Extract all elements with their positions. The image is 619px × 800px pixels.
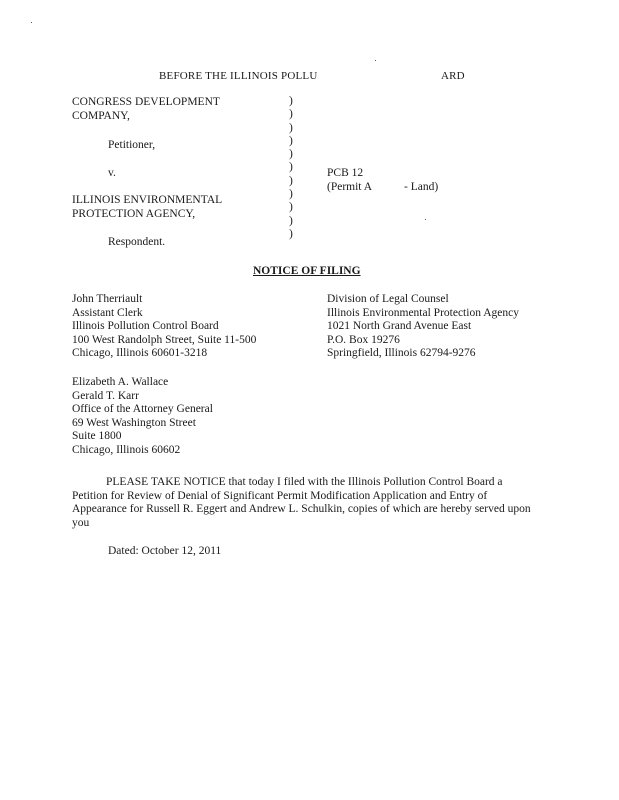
paren: ) <box>289 214 293 227</box>
petitioner-role: Petitioner, <box>108 139 156 151</box>
recipient-line: Illinois Pollution Control Board <box>72 320 219 332</box>
recipient-line: Illinois Environmental Protection Agency <box>327 306 519 319</box>
respondent-role: Respondent. <box>108 236 166 248</box>
petitioner-name-line-1: CONGRESS DEVELOPMENT <box>72 96 220 108</box>
respondent-name-line-1: ILLINOIS ENVIRONMENTAL <box>72 194 223 206</box>
scan-speck <box>425 219 426 220</box>
recipient-attorney-general-block <box>72 376 213 457</box>
recipient-line: Gerald T. Karr <box>72 389 139 402</box>
case-number: PCB 12 <box>327 167 364 179</box>
recipient-line: Elizabeth A. Wallace <box>72 376 169 388</box>
paren: ) <box>289 108 293 121</box>
paren: ) <box>289 188 293 201</box>
recipient-line: Assistant Clerk <box>72 306 143 319</box>
recipient-line: Springfield, Illinois 62794-9276 <box>327 347 476 359</box>
paren: ) <box>289 174 293 187</box>
paren: ) <box>289 201 293 214</box>
scan-speck <box>375 60 376 61</box>
recipient-line: 100 West Randolph Street, Suite 11-500 <box>72 333 257 346</box>
board-heading-right: ARD <box>441 70 465 82</box>
recipient-clerk-block <box>72 293 256 361</box>
paren: ) <box>289 148 293 161</box>
notice-body-paragraph <box>72 476 540 530</box>
versus: v. <box>108 167 116 179</box>
recipient-line: 1021 North Grand Avenue East <box>327 320 472 332</box>
petitioner-name-line-2: COMPANY, <box>72 110 130 122</box>
recipient-line: Chicago, Illinois 60601-3218 <box>72 347 208 359</box>
recipient-line: John Therriault <box>72 293 143 305</box>
paren: ) <box>289 134 293 147</box>
recipient-line: Suite 1800 <box>72 430 122 442</box>
recipient-line: P.O. Box 19276 <box>327 333 400 346</box>
paren: ) <box>289 161 293 174</box>
recipient-line: Chicago, Illinois 60602 <box>72 443 181 456</box>
recipient-epa-block <box>327 293 519 361</box>
paren: ) <box>289 95 293 107</box>
recipient-line: Office of the Attorney General <box>72 403 213 415</box>
dated-line: Dated: October 12, 2011 <box>108 545 222 557</box>
notice-title: NOTICE OF FILING <box>253 265 361 277</box>
caption-parenthesis-column <box>289 95 293 241</box>
permit-right: - Land) <box>404 181 439 193</box>
recipient-line: Division of Legal Counsel <box>327 293 449 305</box>
permit-left: (Permit A <box>327 181 373 193</box>
respondent-name-line-2: PROTECTION AGENCY, <box>72 208 196 220</box>
paren: ) <box>289 121 293 134</box>
notice-body-text: PLEASE TAKE NOTICE that today I filed with the Illinois Pollution Control Board a Petition for Review of Denial of Significant Permit Modification Application and Entry of Appearance for Russell R. Eggert and Andrew L. Schulkin, copies of which are hereby served upon you <box>72 476 531 529</box>
recipient-line: 69 West Washington Street <box>72 416 196 429</box>
scan-speck <box>31 22 32 23</box>
paren: ) <box>289 227 293 240</box>
board-heading-left: BEFORE THE ILLINOIS POLLU <box>159 70 318 82</box>
